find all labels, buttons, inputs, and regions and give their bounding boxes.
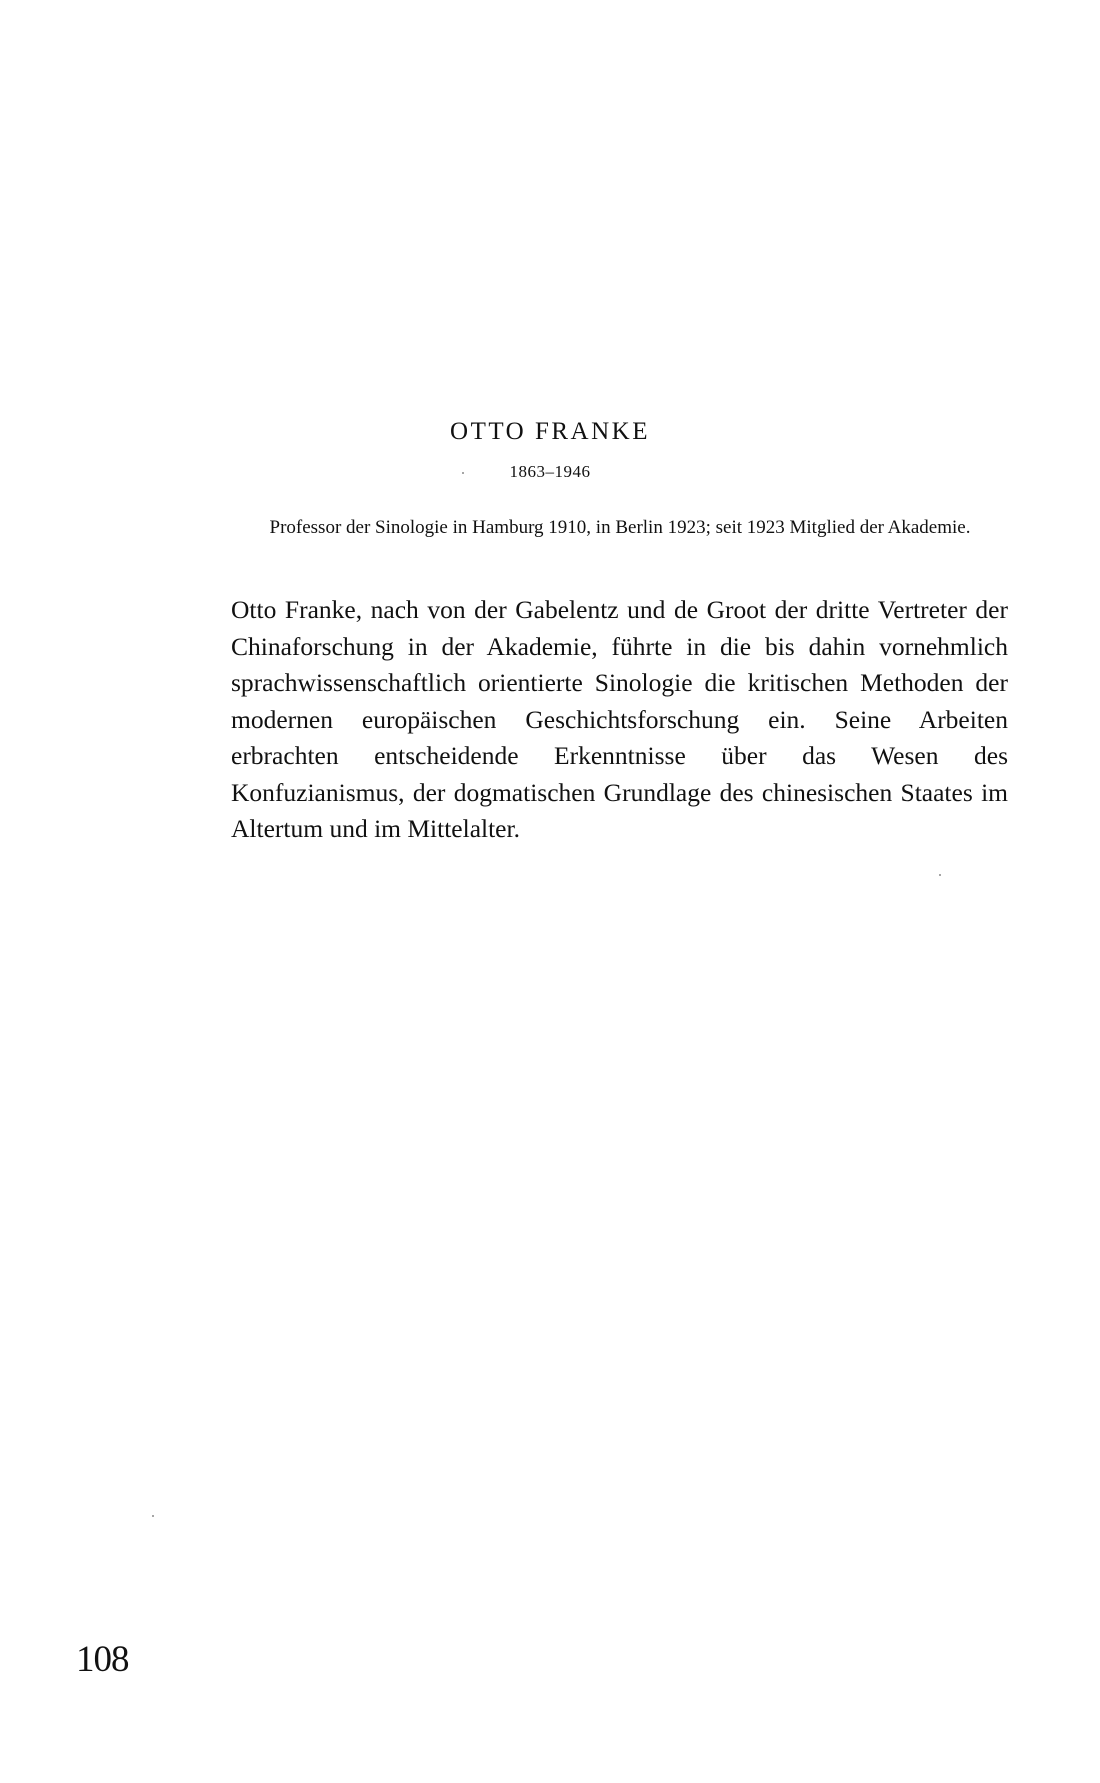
position-note: Professor der Sinologie in Hamburg 1910, in Berlin 1923; seit 1923 Mitglied der Akademie. (269, 517, 971, 538)
biography-paragraph: Otto Franke, nach von der Gabelentz und de Groot der dritte Vertreter der Chinaforschung in der Akademie, führte in die bis dahin vornehmlich sprachwissenschaftlich orientierte Sinologie die kritischen Methoden der modernen europäischen Geschichtsforschung ein. Seine Arbeiten erbrachten entscheidende Erkenntnisse über das Wesen des Konfuzianismus, der dogmatischen Grundlage des chinesischen Staates im Altertum und im Mittelalter. (231, 595, 1008, 843)
stray-print-dot (152, 1515, 154, 1517)
stray-print-dot (462, 472, 464, 474)
life-dates: 1863–1946 (509, 462, 591, 481)
entry-name-heading: OTTO FRANKE (450, 418, 650, 445)
page-number: 108 (76, 1639, 129, 1680)
stray-print-dot (939, 874, 941, 876)
